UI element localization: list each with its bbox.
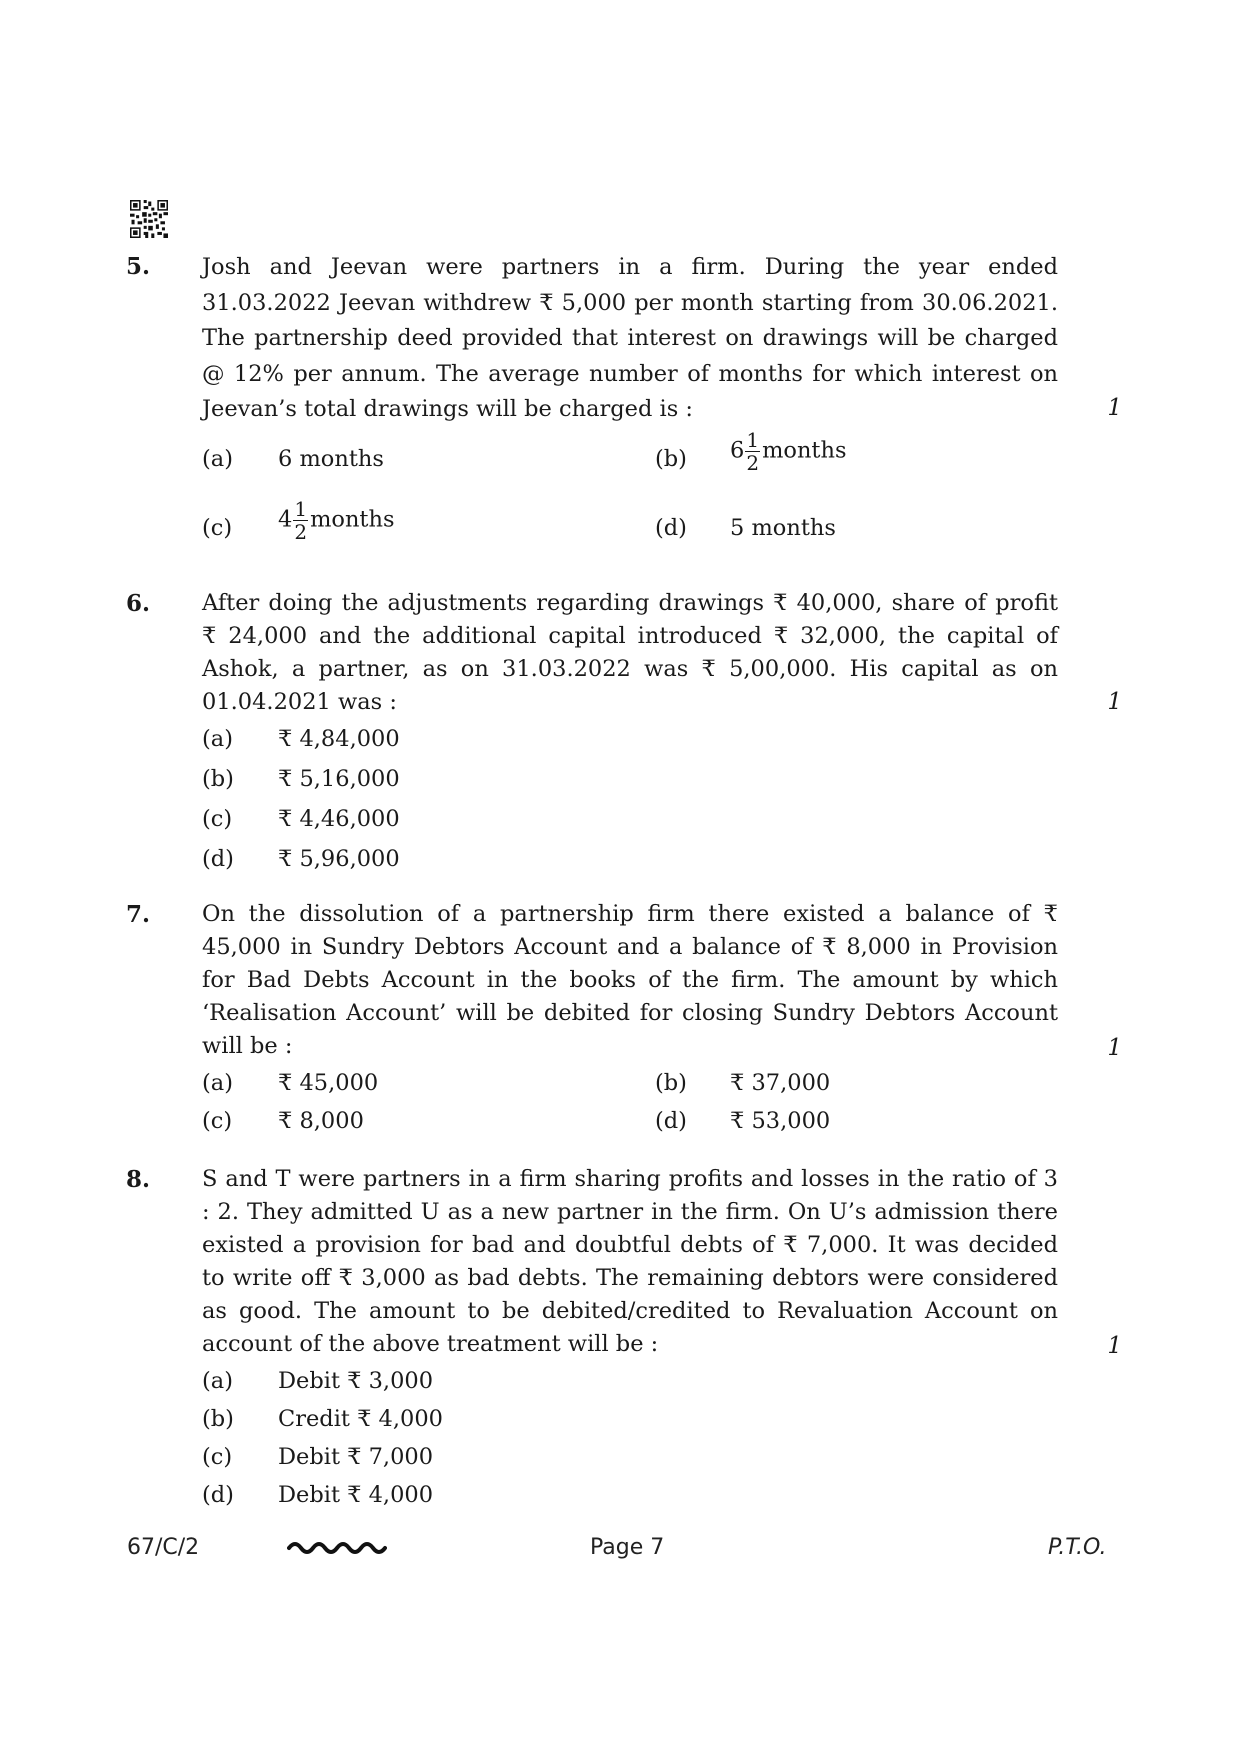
question-number: 7. [126, 901, 151, 928]
option-text: Debit ₹ 4,000 [278, 1482, 434, 1508]
fraction-unit: months [762, 437, 847, 464]
option-text: Debit ₹ 3,000 [278, 1368, 434, 1394]
option-label: (c) [202, 1444, 233, 1470]
option-text: ₹ 4,46,000 [278, 806, 400, 832]
fraction [745, 429, 760, 474]
option-label: (a) [202, 1368, 233, 1394]
option-label: (a) [202, 1070, 233, 1096]
page-footer [0, 1535, 1241, 1575]
question-marks: 1 [1107, 1333, 1122, 1359]
option-label: (d) [202, 1482, 234, 1508]
question-text: Josh and Jeevan were partners in a firm. During the year ended 31.03.2022 Jeevan withdrew ₹ 5,000 per month starting from 30.06.2021. The partnership deed provided that interest on drawings will be charged @ 12% per annum. The average number of months for which interest on Jeevan’s total drawings will be charged is : [202, 254, 1058, 422]
option-text: 5 months [730, 515, 836, 541]
question-number: 8. [126, 1166, 151, 1193]
option-label: (a) [202, 446, 233, 472]
option-label: (d) [655, 1108, 687, 1134]
question-text: On the dissolution of a partnership firm there existed a balance of ₹ 45,000 in Sundry Debtors Account and a balance of ₹ 8,000 in Provision for Bad Debts Account in the books of the firm. The amount by which ‘Realisation Account’ will be debited for closing Sundry Debtors Account will be : [202, 901, 1058, 1059]
option-text: ₹ 4,84,000 [278, 726, 400, 752]
fraction-unit: months [310, 506, 395, 533]
option-text: 6 months [278, 446, 384, 472]
question-text: S and T were partners in a firm sharing profits and losses in the ratio of 3 : 2. They admitted U as a new partner in the firm. On U’s admission there existed a provision for bad and doubtful debts of ₹ 7,000. It was decided to write off ₹ 3,000 as bad debts. The remaining debtors were considered as good. The amount to be debited/credited to Revaluation Account on account of the above treatment will be : [202, 1166, 1058, 1357]
option-label: (b) [202, 1406, 234, 1432]
option-label: (b) [655, 446, 687, 472]
fraction-numerator: 1 [746, 428, 760, 452]
option-text: ₹ 8,000 [278, 1108, 364, 1134]
fraction-numerator: 1 [294, 497, 308, 521]
option-text-mixed-fraction [730, 429, 847, 474]
qr-code-icon [130, 200, 168, 238]
option-label: (b) [202, 766, 234, 792]
fraction-denominator: 2 [294, 520, 308, 544]
question-number: 6. [126, 590, 151, 617]
question-text: After doing the adjustments regarding drawings ₹ 40,000, share of profit ₹ 24,000 and the additional capital introduced ₹ 32,000, the capital of Ashok, a partner, as on 31.03.2022 was ₹ 5,00,000. His capital as on 01.04.2021 was : [202, 590, 1058, 715]
wave-ornament-icon [287, 1533, 387, 1557]
fraction [293, 498, 308, 543]
option-text: ₹ 5,96,000 [278, 846, 400, 872]
option-label: (c) [202, 806, 233, 832]
option-text: ₹ 45,000 [278, 1070, 379, 1096]
option-label: (a) [202, 726, 233, 752]
fraction-whole: 4 [278, 506, 293, 533]
option-text: ₹ 37,000 [730, 1070, 831, 1096]
option-text-mixed-fraction [278, 498, 395, 543]
page-number: Page 7 [590, 1535, 665, 1560]
option-label: (b) [655, 1070, 687, 1096]
option-text: ₹ 5,16,000 [278, 766, 400, 792]
option-text: ₹ 53,000 [730, 1108, 831, 1134]
fraction-denominator: 2 [746, 451, 760, 475]
question-marks: 1 [1107, 689, 1122, 715]
question-marks: 1 [1107, 1035, 1122, 1061]
option-label: (c) [202, 1108, 233, 1134]
paper-code: 67/C/2 [127, 1535, 200, 1560]
option-text: Debit ₹ 7,000 [278, 1444, 434, 1470]
option-label: (d) [655, 515, 687, 541]
option-label: (c) [202, 515, 233, 541]
option-label: (d) [202, 846, 234, 872]
fraction-whole: 6 [730, 437, 745, 464]
question-number: 5. [126, 253, 151, 280]
option-text: Credit ₹ 4,000 [278, 1406, 443, 1432]
question-marks: 1 [1107, 395, 1122, 421]
please-turn-over: P.T.O. [1048, 1535, 1107, 1560]
